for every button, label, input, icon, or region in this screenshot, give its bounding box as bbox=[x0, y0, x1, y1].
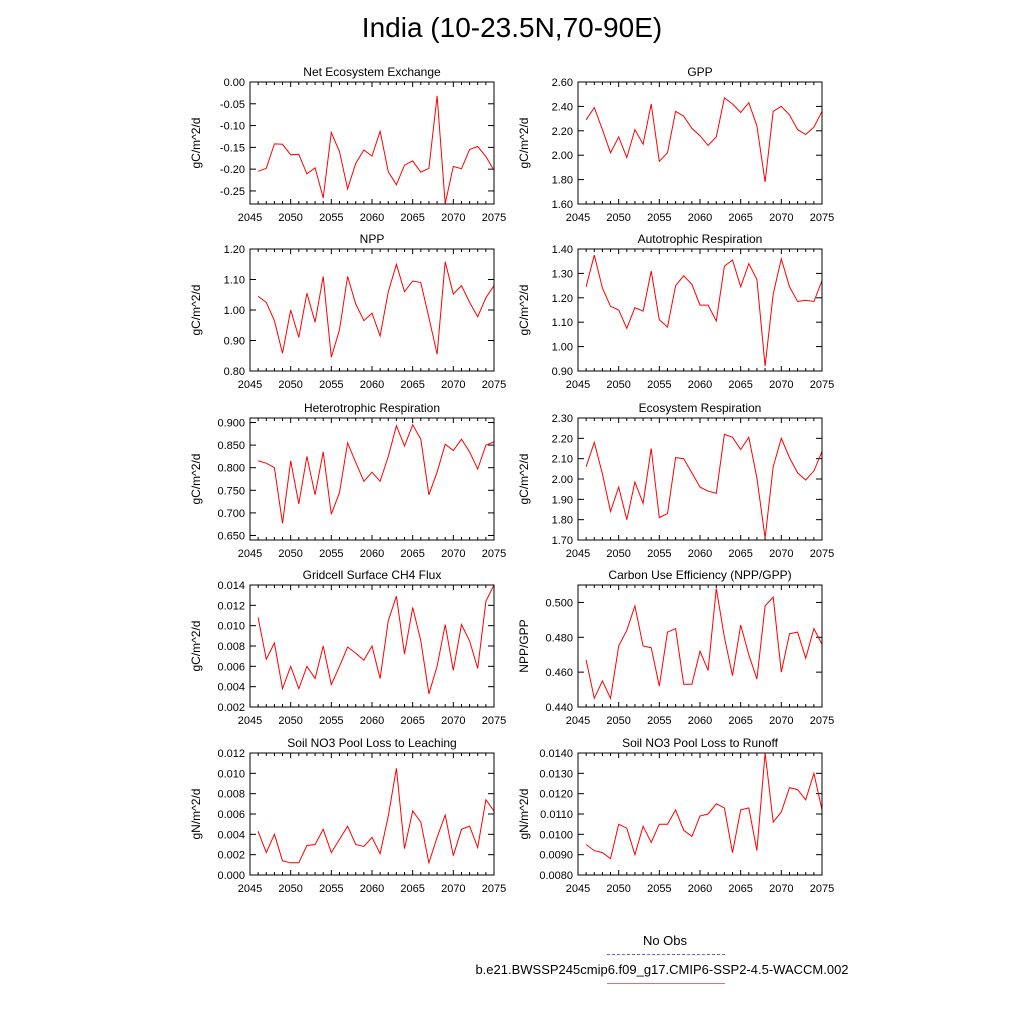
y-tick-label: 0.0140 bbox=[539, 748, 573, 760]
x-tick-label: 2055 bbox=[647, 883, 672, 895]
series-line-1 bbox=[586, 434, 822, 538]
x-tick-label: 2070 bbox=[769, 548, 794, 560]
y-tick-label: 0.650 bbox=[217, 530, 245, 543]
y-tick-label: 0.008 bbox=[217, 641, 245, 653]
x-tick-label: 2075 bbox=[809, 212, 835, 224]
plot-frame bbox=[578, 82, 822, 204]
y-tick-label: 2.30 bbox=[551, 413, 573, 425]
y-tick-label: 1.00 bbox=[551, 341, 573, 354]
x-tick-label: 2065 bbox=[728, 548, 753, 560]
y-tick-label: 0.004 bbox=[217, 829, 245, 842]
y-tick-label: 1.80 bbox=[551, 174, 573, 187]
x-tick-label: 2055 bbox=[319, 883, 344, 895]
x-tick-label: 2060 bbox=[359, 715, 385, 727]
plot-frame bbox=[250, 418, 494, 540]
y-axis-label: gC/m^2/d bbox=[189, 117, 203, 169]
x-tick-label: 2045 bbox=[565, 379, 591, 391]
series-line-1 bbox=[258, 585, 494, 694]
x-tick-label: 2075 bbox=[481, 379, 507, 391]
y-tick-label: 1.10 bbox=[551, 317, 573, 330]
y-tick-label: 0.008 bbox=[217, 788, 245, 801]
plot-frame bbox=[250, 249, 494, 371]
x-tick-label: 2075 bbox=[809, 883, 835, 895]
series-line-1 bbox=[586, 589, 822, 699]
x-tick-label: 2070 bbox=[441, 883, 466, 895]
x-tick-label: 2045 bbox=[565, 548, 591, 560]
y-tick-label: -0.05 bbox=[219, 98, 245, 111]
y-tick-label: 0.80 bbox=[223, 366, 245, 378]
panel-title: Ecosystem Respiration bbox=[638, 401, 762, 415]
y-tick-label: 1.80 bbox=[551, 514, 573, 527]
x-tick-label: 2050 bbox=[606, 212, 631, 224]
x-tick-label: 2070 bbox=[769, 883, 794, 895]
main-title: India (10-23.5N,70-90E) bbox=[361, 12, 663, 43]
x-tick-label: 2045 bbox=[565, 212, 591, 224]
series-line-1 bbox=[586, 255, 822, 366]
y-tick-label: 2.20 bbox=[551, 433, 573, 446]
x-tick-label: 2070 bbox=[769, 715, 794, 727]
chart-panel-7 bbox=[189, 568, 506, 727]
legend-run-line bbox=[607, 983, 725, 984]
x-tick-label: 2055 bbox=[319, 715, 344, 727]
x-tick-label: 2055 bbox=[319, 548, 344, 560]
y-tick-label: 1.30 bbox=[551, 268, 573, 281]
x-tick-label: 2070 bbox=[441, 212, 466, 224]
panel-title: GPP bbox=[687, 65, 713, 79]
y-tick-label: 0.0080 bbox=[539, 870, 573, 882]
x-tick-label: 2050 bbox=[606, 548, 631, 560]
legend-obs-line bbox=[607, 954, 725, 955]
x-tick-label: 2065 bbox=[728, 883, 753, 895]
y-tick-label: 2.20 bbox=[551, 125, 573, 138]
y-tick-label: 1.60 bbox=[551, 199, 573, 211]
x-tick-label: 2060 bbox=[359, 548, 385, 560]
plot-frame bbox=[578, 249, 822, 371]
plot-frame bbox=[250, 82, 494, 204]
x-tick-label: 2070 bbox=[769, 379, 794, 391]
chart-panel-1 bbox=[189, 65, 506, 224]
x-tick-label: 2070 bbox=[769, 212, 794, 224]
y-tick-label: 0.002 bbox=[217, 849, 245, 862]
x-tick-label: 2055 bbox=[647, 548, 672, 560]
y-tick-label: 0.012 bbox=[217, 600, 245, 613]
y-tick-label: -0.25 bbox=[219, 185, 245, 198]
y-tick-label: 0.0130 bbox=[539, 768, 573, 781]
x-tick-label: 2060 bbox=[687, 379, 713, 391]
y-tick-label: 0.00 bbox=[223, 77, 245, 89]
y-tick-label: 0.010 bbox=[217, 768, 245, 781]
y-tick-label: 0.010 bbox=[217, 620, 245, 633]
y-axis-label: gC/m^2/d bbox=[517, 453, 531, 505]
y-tick-label: 0.0120 bbox=[539, 788, 573, 801]
panel-title: Soil NO3 Pool Loss to Leaching bbox=[287, 736, 457, 750]
y-tick-label: 0.002 bbox=[217, 702, 245, 714]
y-tick-label: 0.480 bbox=[545, 632, 573, 645]
y-tick-label: 0.0090 bbox=[539, 849, 573, 862]
x-tick-label: 2065 bbox=[728, 379, 753, 391]
x-tick-label: 2050 bbox=[278, 883, 303, 895]
y-tick-label: 1.20 bbox=[551, 292, 573, 305]
x-tick-label: 2045 bbox=[237, 212, 263, 224]
x-tick-label: 2055 bbox=[647, 715, 672, 727]
y-tick-label: -0.10 bbox=[219, 120, 245, 133]
panel-title: Soil NO3 Pool Loss to Runoff bbox=[622, 736, 778, 750]
chart-panel-3 bbox=[189, 232, 506, 391]
chart-panel-10 bbox=[517, 736, 834, 895]
y-tick-label: 0.006 bbox=[217, 809, 245, 821]
x-tick-label: 2060 bbox=[687, 548, 713, 560]
x-tick-label: 2060 bbox=[687, 212, 713, 224]
y-tick-label: 2.60 bbox=[551, 77, 573, 89]
y-tick-label: 0.004 bbox=[217, 681, 245, 694]
x-tick-label: 2075 bbox=[481, 715, 507, 727]
y-tick-label: 1.90 bbox=[551, 494, 573, 507]
x-tick-label: 2045 bbox=[237, 379, 263, 391]
y-tick-label: 0.012 bbox=[217, 748, 245, 760]
y-axis-label: gC/m^2/d bbox=[189, 453, 203, 505]
y-tick-label: 0.000 bbox=[217, 870, 245, 882]
x-tick-label: 2055 bbox=[647, 379, 672, 391]
x-tick-label: 2065 bbox=[728, 212, 753, 224]
x-tick-label: 2070 bbox=[441, 548, 466, 560]
y-axis-label: gC/m^2/d bbox=[189, 284, 203, 336]
x-tick-label: 2075 bbox=[481, 212, 507, 224]
y-tick-label: 2.00 bbox=[551, 150, 573, 163]
y-tick-label: 0.700 bbox=[217, 507, 245, 520]
x-tick-label: 2060 bbox=[359, 379, 385, 391]
y-tick-label: 0.014 bbox=[217, 580, 245, 592]
y-axis-label: gC/m^2/d bbox=[517, 117, 531, 169]
y-tick-label: 2.00 bbox=[551, 474, 573, 486]
x-tick-label: 2060 bbox=[359, 212, 385, 224]
x-tick-label: 2045 bbox=[565, 715, 591, 727]
x-tick-label: 2055 bbox=[647, 212, 672, 224]
chart-panel-2 bbox=[517, 65, 834, 224]
y-tick-label: 1.70 bbox=[551, 535, 573, 547]
plot-frame bbox=[578, 753, 822, 875]
y-tick-label: 0.90 bbox=[223, 335, 245, 348]
x-tick-label: 2075 bbox=[809, 379, 835, 391]
y-tick-label: 0.850 bbox=[217, 440, 245, 453]
x-tick-label: 2075 bbox=[809, 548, 835, 560]
x-tick-label: 2065 bbox=[400, 548, 425, 560]
x-tick-label: 2050 bbox=[278, 212, 303, 224]
x-tick-label: 2045 bbox=[237, 883, 263, 895]
x-tick-label: 2075 bbox=[481, 548, 507, 560]
y-tick-label: 0.006 bbox=[217, 661, 245, 674]
y-tick-label: 1.10 bbox=[223, 274, 245, 287]
y-tick-label: 0.500 bbox=[545, 597, 573, 610]
x-tick-label: 2070 bbox=[441, 715, 466, 727]
panel-title: Autotrophic Respiration bbox=[637, 232, 763, 246]
x-tick-label: 2065 bbox=[400, 212, 425, 224]
legend-run-label: b.e21.BWSSP245cmip6.f09_g17.CMIP6-SSP2-4.5-WACCM.002 bbox=[475, 962, 849, 977]
x-tick-label: 2045 bbox=[565, 883, 591, 895]
panel-title: Gridcell Surface CH4 Flux bbox=[302, 568, 442, 582]
chart-panel-5 bbox=[189, 401, 506, 560]
series-line-1 bbox=[258, 425, 494, 524]
y-axis-label: gN/m^2/d bbox=[189, 788, 203, 840]
x-tick-label: 2060 bbox=[687, 715, 713, 727]
plot-frame bbox=[578, 585, 822, 707]
x-tick-label: 2065 bbox=[400, 883, 425, 895]
x-tick-label: 2055 bbox=[319, 212, 344, 224]
x-tick-label: 2045 bbox=[237, 548, 263, 560]
series-line-1 bbox=[586, 98, 822, 182]
y-tick-label: 0.90 bbox=[551, 366, 573, 378]
x-tick-label: 2060 bbox=[359, 883, 385, 895]
series-line-1 bbox=[586, 753, 822, 859]
y-tick-label: 1.40 bbox=[551, 244, 573, 256]
chart-panel-4 bbox=[517, 232, 834, 391]
plot-frame bbox=[250, 753, 494, 875]
panel-title: Carbon Use Efficiency (NPP/GPP) bbox=[608, 568, 792, 582]
plot-frame bbox=[578, 418, 822, 540]
x-tick-label: 2075 bbox=[481, 883, 507, 895]
x-tick-label: 2050 bbox=[606, 715, 631, 727]
x-tick-label: 2050 bbox=[278, 548, 303, 560]
x-tick-label: 2070 bbox=[441, 379, 466, 391]
x-tick-label: 2065 bbox=[400, 715, 425, 727]
y-axis-label: NPP/GPP bbox=[517, 619, 531, 673]
panel-title: NPP bbox=[359, 232, 385, 246]
legend-obs-label: No Obs bbox=[642, 933, 688, 948]
y-tick-label: 0.460 bbox=[545, 667, 573, 680]
y-axis-label: gC/m^2/d bbox=[517, 284, 531, 336]
y-tick-label: 0.900 bbox=[217, 417, 245, 430]
y-tick-label: 2.10 bbox=[551, 453, 573, 466]
x-tick-label: 2065 bbox=[400, 379, 425, 391]
y-tick-label: 1.00 bbox=[223, 305, 245, 317]
x-tick-label: 2060 bbox=[687, 883, 713, 895]
x-tick-label: 2045 bbox=[237, 715, 263, 727]
x-tick-label: 2050 bbox=[606, 379, 631, 391]
y-tick-label: 0.440 bbox=[545, 702, 573, 714]
y-tick-label: 0.0100 bbox=[539, 829, 573, 842]
y-tick-label: 0.750 bbox=[217, 485, 245, 498]
y-tick-label: 2.40 bbox=[551, 101, 573, 114]
y-tick-label: 0.800 bbox=[217, 462, 245, 475]
chart-panel-9 bbox=[189, 736, 506, 895]
panel-title: Heterotrophic Respiration bbox=[303, 401, 441, 415]
series-line-1 bbox=[258, 768, 494, 863]
x-tick-label: 2050 bbox=[278, 715, 303, 727]
x-tick-label: 2075 bbox=[809, 715, 835, 727]
x-tick-label: 2050 bbox=[278, 379, 303, 391]
y-axis-label: gN/m^2/d bbox=[517, 788, 531, 840]
chart-panel-6 bbox=[517, 401, 834, 560]
y-tick-label: -0.15 bbox=[219, 142, 245, 155]
panel-title: Net Ecosystem Exchange bbox=[303, 65, 441, 79]
x-tick-label: 2065 bbox=[728, 715, 753, 727]
y-tick-label: 1.20 bbox=[223, 244, 245, 256]
y-tick-label: 0.0110 bbox=[540, 809, 573, 821]
chart-panel-8 bbox=[517, 568, 834, 727]
series-line-1 bbox=[258, 262, 494, 358]
x-tick-label: 2050 bbox=[606, 883, 631, 895]
y-axis-label: gC/m^2/d bbox=[189, 620, 203, 672]
y-tick-label: -0.20 bbox=[219, 164, 245, 177]
x-tick-label: 2055 bbox=[319, 379, 344, 391]
series-line-1 bbox=[258, 96, 494, 204]
